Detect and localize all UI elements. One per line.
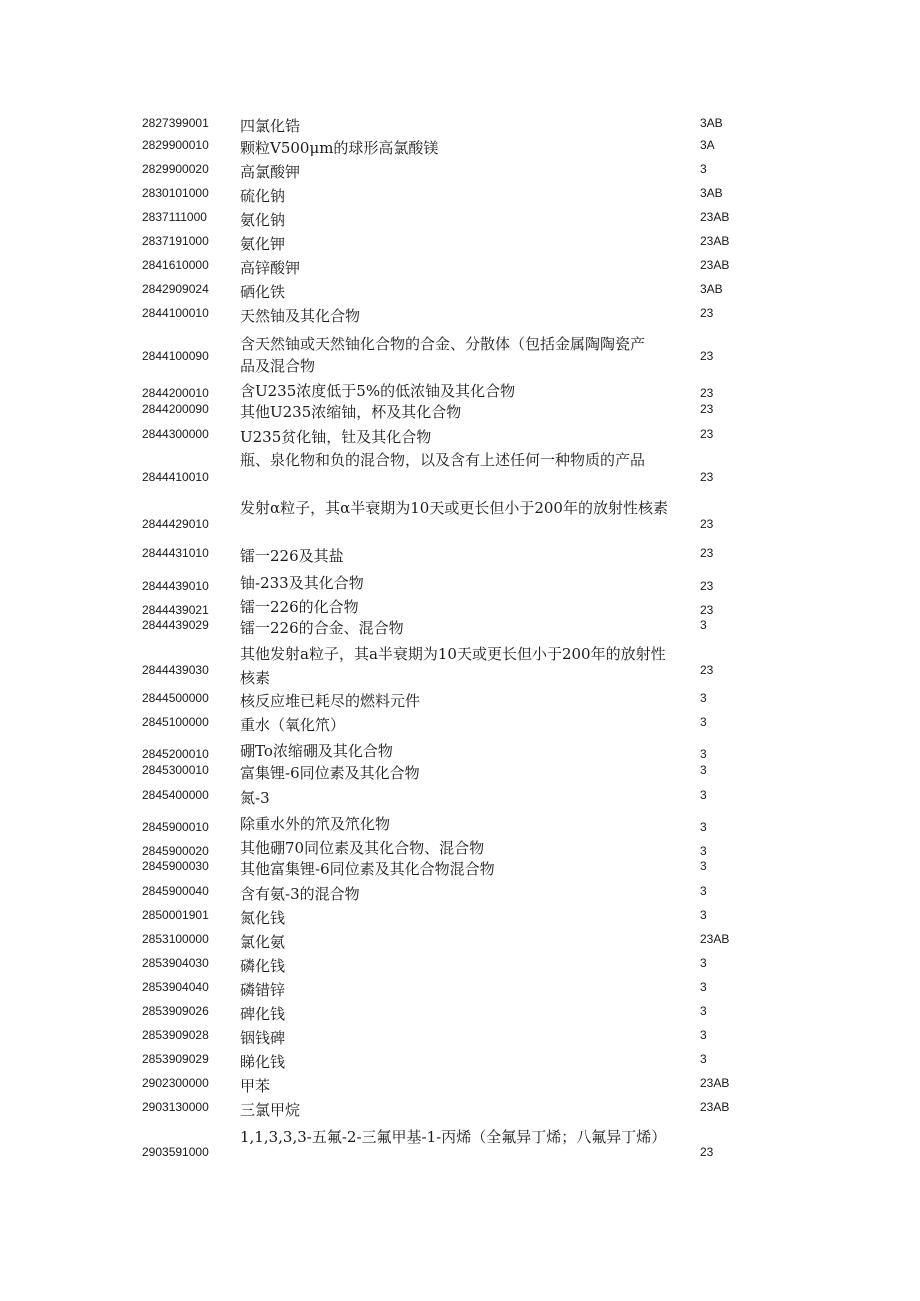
item-name: 富集锂-6同位素及其化合物 bbox=[240, 764, 420, 782]
hs-code: 2853904040 bbox=[142, 980, 209, 994]
item-name: 其他发射a粒子，其a半衰期为10天或更长但小于200年的放射性核素 bbox=[240, 645, 666, 687]
control-category: 3 bbox=[700, 844, 707, 858]
hs-code: 2844100090 bbox=[142, 349, 209, 363]
item-name: 氯化氨 bbox=[240, 933, 286, 951]
item-name: 发射α粒子，其α半衰期为10天或更长但小于200年的放射性核素 bbox=[240, 499, 668, 517]
control-category: 3AB bbox=[700, 282, 723, 296]
hs-code: 2845300010 bbox=[142, 763, 209, 777]
item-name: 三氯甲烷 bbox=[240, 1101, 301, 1119]
control-category: 3 bbox=[700, 788, 707, 802]
hs-code: 2830101000 bbox=[142, 186, 209, 200]
item-name: 氮-3 bbox=[240, 789, 270, 807]
hs-code: 2853904030 bbox=[142, 956, 209, 970]
item-name: 含有氨-3的混合物 bbox=[240, 885, 360, 903]
control-category: 3 bbox=[700, 1028, 707, 1042]
control-category: 3 bbox=[700, 859, 707, 873]
hs-code: 2902300000 bbox=[142, 1076, 209, 1090]
control-category: 23 bbox=[700, 663, 714, 677]
item-name: 含天然铀或天然铀化合物的合金、分散体（包括金属陶陶瓷产品及混合物 bbox=[240, 335, 646, 375]
control-category: 3 bbox=[700, 956, 707, 970]
hs-code: 2841610000 bbox=[142, 258, 209, 272]
hs-code: 2844429010 bbox=[142, 517, 209, 531]
hs-code: 2844410010 bbox=[142, 470, 209, 484]
item-name: 其他硼70同位素及其化合物、混合物 bbox=[240, 839, 485, 857]
control-category: 3 bbox=[700, 884, 707, 898]
hs-code: 2845900020 bbox=[142, 844, 209, 858]
hs-code: 2844439030 bbox=[142, 663, 209, 677]
control-category: 3 bbox=[700, 162, 707, 176]
item-name: 四氯化锆 bbox=[240, 117, 301, 135]
control-category: 3 bbox=[700, 908, 707, 922]
hs-code: 2845200010 bbox=[142, 747, 209, 761]
item-name: 氨化钠 bbox=[240, 211, 286, 229]
hs-code: 2853909026 bbox=[142, 1004, 209, 1018]
hs-code: 2853909028 bbox=[142, 1028, 209, 1042]
item-name: 氨化钾 bbox=[240, 235, 286, 253]
item-name: 镭一226的合金、混合物 bbox=[240, 619, 404, 637]
control-category: 3 bbox=[700, 980, 707, 994]
hs-code: 2903130000 bbox=[142, 1100, 209, 1114]
hs-code: 2845900010 bbox=[142, 820, 209, 834]
hs-code: 2844439021 bbox=[142, 603, 209, 617]
control-category: 23 bbox=[700, 1145, 714, 1159]
control-category: 3 bbox=[700, 1004, 707, 1018]
control-category: 23 bbox=[700, 546, 714, 560]
item-name: 镭一226及其盐 bbox=[240, 547, 344, 565]
item-name: 硒化铁 bbox=[240, 283, 286, 301]
control-category: 23AB bbox=[700, 258, 730, 272]
item-name: 氮化钱 bbox=[240, 909, 286, 927]
item-name: 磷错锌 bbox=[240, 981, 286, 999]
hs-code: 2845400000 bbox=[142, 788, 209, 802]
hs-code: 2845900030 bbox=[142, 859, 209, 873]
control-category: 3A bbox=[700, 138, 715, 152]
item-name: 重水（氧化笊） bbox=[240, 716, 346, 734]
item-name: 天然铀及其化合物 bbox=[240, 307, 361, 325]
control-category: 23 bbox=[700, 470, 714, 484]
control-category: 23AB bbox=[700, 1076, 730, 1090]
hs-code: 2845900040 bbox=[142, 884, 209, 898]
item-name: 高氯酸钾 bbox=[240, 163, 301, 181]
hs-code: 2903591000 bbox=[142, 1145, 209, 1159]
hs-code: 2844200090 bbox=[142, 402, 209, 416]
control-category: 3 bbox=[700, 820, 707, 834]
hs-code: 2844500000 bbox=[142, 691, 209, 705]
hs-code: 2844431010 bbox=[142, 546, 209, 560]
item-name: 高锌酸钾 bbox=[240, 259, 301, 277]
item-name: 含U235浓度低于5%的低浓铀及其化合物 bbox=[240, 382, 516, 400]
hs-code: 2829900010 bbox=[142, 138, 209, 152]
control-category: 23AB bbox=[700, 210, 730, 224]
control-category: 23 bbox=[700, 306, 714, 320]
control-category: 23AB bbox=[700, 234, 730, 248]
control-category: 3AB bbox=[700, 116, 723, 130]
item-name: 睇化钱 bbox=[240, 1053, 286, 1071]
hs-code: 2837191000 bbox=[142, 234, 209, 248]
item-name: 颗粒V500μm的球形高氯酸镁 bbox=[240, 139, 439, 157]
item-name: 硫化钠 bbox=[240, 187, 286, 205]
control-category: 23 bbox=[700, 579, 714, 593]
hs-code: 2845100000 bbox=[142, 715, 209, 729]
control-category: 23 bbox=[700, 386, 714, 400]
item-name: 其他富集锂-6同位素及其化合物混合物 bbox=[240, 860, 495, 878]
item-name: 铟钱碑 bbox=[240, 1029, 286, 1047]
hs-code: 2853909029 bbox=[142, 1052, 209, 1066]
control-category: 23AB bbox=[700, 932, 730, 946]
item-name: U235贫化铀，钍及其化合物 bbox=[240, 428, 432, 446]
control-category: 3 bbox=[700, 1052, 707, 1066]
hs-code: 2842909024 bbox=[142, 282, 209, 296]
hs-code: 2844439029 bbox=[142, 618, 209, 632]
hs-code: 2844300000 bbox=[142, 427, 209, 441]
control-category: 3 bbox=[700, 747, 707, 761]
control-category: 23 bbox=[700, 349, 714, 363]
control-category: 23AB bbox=[700, 1100, 730, 1114]
item-name: 1,1,3,3,3-五氟-2-三氟甲基-1-丙烯（全氟异丁烯；八氟异丁烯） bbox=[240, 1128, 667, 1146]
item-name: 甲苯 bbox=[240, 1077, 271, 1095]
control-category: 3AB bbox=[700, 186, 723, 200]
item-name: 瓶、泉化物和负的混合物，以及含有上述任何一种物质的产品 bbox=[240, 451, 646, 469]
item-name: 镭一226的化合物 bbox=[240, 598, 359, 616]
hs-code: 2837111000 bbox=[142, 210, 207, 224]
item-name: 磷化钱 bbox=[240, 957, 286, 975]
item-name: 除重水外的笊及笊化物 bbox=[240, 815, 391, 833]
hs-code: 2844439010 bbox=[142, 579, 209, 593]
hs-code: 2827399001 bbox=[142, 116, 209, 130]
hs-code: 2844100010 bbox=[142, 306, 209, 320]
control-category: 23 bbox=[700, 517, 714, 531]
control-category: 3 bbox=[700, 715, 707, 729]
control-category: 23 bbox=[700, 603, 714, 617]
item-name: 硼To浓缩硼及其化合物 bbox=[240, 742, 393, 760]
hs-code: 2829900020 bbox=[142, 162, 209, 176]
item-name: 铀-233及其化合物 bbox=[240, 574, 364, 592]
item-name: 碑化钱 bbox=[240, 1005, 286, 1023]
control-category: 3 bbox=[700, 618, 707, 632]
control-category: 23 bbox=[700, 427, 714, 441]
control-category: 3 bbox=[700, 691, 707, 705]
item-name: 核反应堆已耗尽的燃料元件 bbox=[240, 692, 421, 710]
hs-code: 2853100000 bbox=[142, 932, 209, 946]
hs-code: 2844200010 bbox=[142, 386, 209, 400]
control-category: 23 bbox=[700, 402, 714, 416]
hs-code: 2850001901 bbox=[142, 908, 209, 922]
control-category: 3 bbox=[700, 763, 707, 777]
item-name: 其他U235浓缩铀，杯及其化合物 bbox=[240, 403, 462, 421]
